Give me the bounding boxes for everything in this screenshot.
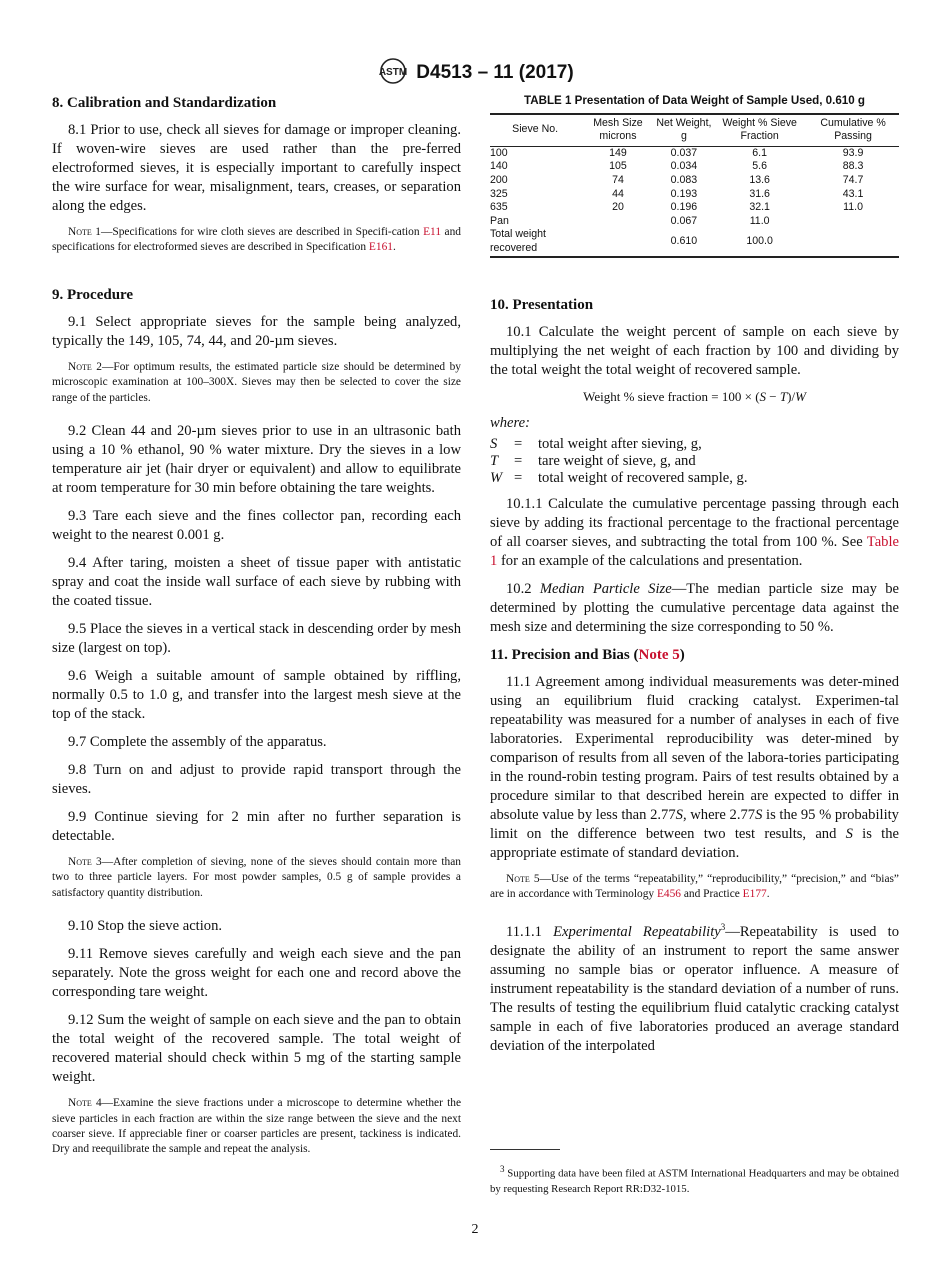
definition-part: total weight of recovered sample, g. [538, 469, 748, 486]
paragraph [52, 761, 461, 799]
variable-definition [490, 470, 899, 487]
table-row [490, 146, 899, 160]
definition-part: tare weight of sieve, g, and [538, 452, 696, 469]
column-header: Mesh Size microns [580, 114, 655, 147]
text-segment: 3—After completion of sieving, none of the sieves should contain more than two to three particle layers. For most powder samples, 0.5 g of sample provides a satisfactory quantity distribution. [52, 856, 461, 899]
paragraph [490, 673, 899, 863]
text-segment: Note [68, 1097, 92, 1110]
text-segment: 9.3 Tare each sieve and the fines collector pan, recording each weight to the nearest 0.001 g. [52, 508, 461, 544]
text-segment: 9.5 Place the sieves in a vertical stack in descending order by mesh size (largest on top). [52, 621, 461, 657]
table-cell: 5.6 [752, 160, 767, 173]
text-segment: 10.1.1 Calculate the cumulative percentage passing through each sieve by adding its fractional percentage to the fractional percentage of all coarser sieves, and subtracting the total from 100 %. See [490, 495, 899, 550]
table-cell: 635 [490, 201, 508, 214]
table-cell: 0.196 [670, 201, 698, 214]
text-segment: S [675, 806, 683, 823]
note [52, 360, 461, 406]
text-segment: Median Particle Size [539, 580, 672, 597]
page-header [0, 58, 950, 84]
paragraph [52, 121, 461, 216]
table-cell: 20 [612, 201, 624, 214]
reference-link[interactable]: E11 [423, 226, 442, 238]
text-segment: 9.1 Select appropriate sieves for the sample being analyzed, typically the 149, 105, 74, 44, and 20-µm sieves. [52, 313, 461, 349]
text-segment: S [755, 806, 763, 823]
paragraph [490, 323, 899, 380]
text-segment: Weight % sieve fraction = 100 × ( [583, 388, 760, 404]
paragraph [52, 917, 461, 936]
table-row [490, 228, 899, 256]
table-cell: 149 [609, 146, 627, 159]
text-segment: 10.1 Calculate the weight percent of sample on each sieve by multiplying the net weight of each fraction by 100 and dividing by the total weight the total weight of recovered sample. [490, 323, 899, 378]
text-segment: 9.4 After taring, moisten a sheet of tissue paper with antistatic spray and coat the inside wall surface of each sieve by rubbing with the coated tissue. [52, 555, 461, 610]
paragraph [52, 554, 461, 611]
paragraph [52, 620, 461, 658]
definition-part: = [514, 435, 523, 452]
text-segment: − [766, 388, 780, 404]
paragraph [52, 808, 461, 846]
text-segment: Note [68, 226, 92, 238]
text-segment: Note [506, 872, 530, 885]
text-segment: S [845, 825, 853, 842]
definition-part: S [490, 435, 498, 452]
column-header: Sieve No. [490, 114, 580, 147]
reference-link[interactable]: E161 [368, 241, 393, 254]
table-row [490, 215, 899, 229]
table-cell: 325 [490, 187, 508, 200]
text-segment: 1—Specifications for wire cloth sieves are described in Specifi-cation [91, 226, 424, 238]
text-segment: 9.11 Remove sieves carefully and weigh each sieve and the pan separately. Note the gross weight for each one and record above the corresponding tare weight. [52, 946, 461, 1001]
table-row [490, 160, 899, 174]
note [52, 1096, 461, 1158]
definition-part: T [490, 452, 499, 469]
column-header: Net Weight, g [656, 114, 712, 147]
table-cell [807, 215, 899, 229]
table-cell: 88.3 [842, 160, 864, 173]
text-segment: S [759, 388, 767, 404]
paragraph [52, 733, 461, 752]
text-segment: 5—Use of the terms “repeatability,” “reproducibility,” “precision,” and “bias” are in accordance with Terminology [490, 872, 899, 900]
reference-link[interactable]: Note 5 [638, 646, 680, 663]
reference-link[interactable]: E456 [656, 887, 681, 900]
text-segment: 9.2 Clean 44 and 20-µm sieves prior to use in an ultrasonic bath using a 10 % ethanol, 90 % water mixture. Dry the sieves in a low temperature air jet (hair dryer or equivalent) and allow to equilibrate at room temperature for 30 min before obtaining the tare weights. [52, 423, 461, 497]
text-segment: —Repeatability is used to designate the ability of an instrument to report the same answer assuming no sample bias or operator influence. A measure of instrument repeatability is the standard deviation of a number of runs. The results of testing the equilibrium fluid catalytic cracking catalyst sample in each of five laboratories produced an average standard deviation of the interpolated [490, 924, 900, 1055]
paragraph [52, 1011, 461, 1087]
left-column [52, 94, 461, 1174]
table-caption: TABLE 1 Presentation of Data Weight of Sample Used, 0.610 g [523, 94, 865, 107]
text-segment: for an example of the calculations and presentation. [497, 552, 803, 569]
reference-link[interactable]: E177 [742, 887, 767, 900]
note [490, 872, 899, 903]
table-cell: 6.1 [752, 146, 767, 159]
paragraph [490, 580, 899, 637]
table-cell: Pan [490, 214, 509, 227]
text-segment: is the 95 % probability limit on the difference between two test results, and [490, 806, 899, 842]
text-segment: 10. Presentation [490, 296, 594, 313]
section-heading [490, 646, 899, 665]
reference-link[interactable]: Table 1 [490, 533, 899, 569]
footnote: $^3$ Supporting data have been filed at ASTM International Headquarters and may be obtained by requesting Research Report RR:D32-1015. [490, 1164, 899, 1195]
designation: D4513 – 11 (2017) [416, 62, 574, 83]
column-header: Weight % Sieve Fraction [712, 114, 807, 147]
text-segment: Note [68, 856, 92, 869]
table-cell: 43.1 [842, 187, 864, 200]
text-segment: and Practice [681, 887, 743, 900]
astm-logo-icon [376, 58, 410, 84]
right-column [490, 94, 899, 1065]
table-1 [490, 94, 899, 258]
table-cell: 100.0 [746, 235, 773, 248]
text-segment: Experimental Repeatability [553, 924, 721, 941]
table-cell: 105 [609, 160, 627, 173]
text-segment: 10.2 [506, 580, 540, 597]
text-segment: 4—Examine the sieve fractions under a microscope to determine whether the sieve particles in each fraction are within the size range between the sieve and the next coarser sieve. If appreciable finer or coarser particles are present, tackiness is indicated. Dry and reequilibrate the sample and repeat the analysis. [52, 1097, 461, 1156]
text-segment: ) [679, 646, 685, 663]
table-cell: 74 [612, 173, 624, 186]
text-segment: )/ [787, 388, 796, 404]
text-segment: . [392, 241, 396, 254]
text-segment: 9. Procedure [52, 286, 134, 303]
section-heading [52, 94, 461, 113]
spacer [52, 272, 461, 286]
paragraph [52, 422, 461, 498]
text-segment: 9.9 Continue sieving for 2 min after no further separation is detectable. [52, 809, 461, 845]
table-row [490, 174, 899, 188]
table-cell: 200 [490, 173, 508, 186]
paragraph [490, 495, 899, 571]
table-cell [580, 228, 655, 256]
table-cell: 11.0 [843, 201, 863, 214]
table-cell: 74.7 [842, 173, 864, 186]
text-segment: T [779, 388, 788, 404]
table-cell: 0.067 [670, 214, 698, 227]
table-cell: 0.037 [670, 146, 698, 159]
paragraph [52, 667, 461, 724]
text-segment: 11.1.1 [506, 924, 554, 941]
table-cell: 100 [490, 146, 508, 159]
variable-definition [490, 453, 899, 470]
text-segment: 9.7 Complete the assembly of the apparatus. [68, 734, 327, 751]
table-cell: 0.610 [670, 235, 698, 248]
text-segment: Note [68, 360, 92, 373]
table-row [490, 201, 899, 215]
definition-part: total weight after sieving, g, [538, 435, 702, 452]
where-list [490, 415, 899, 487]
table-cell [807, 228, 899, 256]
definition-part: = [514, 452, 523, 469]
section-heading [52, 286, 461, 305]
text-segment: W [795, 388, 806, 404]
text-segment: . [766, 887, 770, 900]
text-segment: 3 [720, 922, 726, 933]
variable-definition [490, 436, 899, 453]
svg-text:ASTM: ASTM [379, 67, 408, 78]
paragraph [490, 918, 899, 1056]
text-segment: 9.8 Turn on and adjust to provide rapid transport through the sieves. [52, 762, 461, 798]
text-segment: , where 2.77 [682, 806, 756, 823]
text-segment: 8.1 Prior to use, check all sieves for damage or improper cleaning. If woven-wire sieves are used rather than the pre-ferred electroformed sieves, it is especially important to carefully inspect the wire surface for wear, misalignment, tears, creases, or separation along the edges. [52, 122, 461, 214]
definition-part: W [490, 469, 503, 486]
where-label: where: [490, 414, 530, 431]
footnote-divider [490, 1149, 560, 1150]
table-cell: 0.034 [670, 160, 698, 173]
text-segment: 2—For optimum results, the estimated particle size should be determined by microscopic examination at 100–300X. Sieves may then be selected to cover the size range of the particles. [52, 360, 461, 404]
section-heading [490, 296, 899, 315]
text-segment: 11. Precision and Bias ( [490, 646, 639, 663]
text-segment: 11.1 Agreement among individual measurements was deter-mined using an equilibrium fluid cracking catalyst. Experimen-tal repeatability was measured for a number of analyses in each of five laboratories. Experimental reproducibility was deter-mined by comparison of results from all seven of the labora-tories participating in the round-robin testing program. Pairs of test results obtained by a procedure similar to that described herein are expected to differ in absolute value by less than 2.77 [490, 673, 899, 823]
table-cell: 0.083 [670, 173, 698, 186]
table-cell: 140 [490, 160, 508, 173]
text-segment: and specifications for electroformed sieves are described in Specification [52, 226, 462, 254]
note [52, 225, 461, 256]
table-cell: 32.1 [749, 201, 770, 214]
table-cell: 31.6 [749, 187, 770, 200]
table-cell [580, 215, 655, 229]
equation [490, 389, 899, 405]
text-segment: 9.6 Weigh a suitable amount of sample obtained by riffling, normally 0.5 to 1.0 g, and transfer into the largest mesh sieve at the top of the stack. [52, 668, 461, 723]
table-cell: 13.6 [749, 173, 770, 186]
table-cell: 44 [612, 187, 624, 200]
text-segment: is the appropriate estimate of standard deviation. [490, 825, 899, 861]
column-header: Cumulative % Passing [807, 114, 899, 147]
page-number: 2 [471, 1222, 479, 1237]
paragraph [52, 945, 461, 1002]
paragraph [52, 507, 461, 545]
definition-part: = [514, 469, 523, 486]
text-segment: —The median particle size may be determined by plotting the cumulative percentage data against the mesh size and determining the size corresponding to 50 %. [490, 580, 899, 635]
table-cell: 11.0 [749, 214, 770, 227]
note [52, 855, 461, 901]
text-segment: 8. Calibration and Standardization [52, 95, 277, 111]
table-cell: Total weight recovered [490, 228, 546, 254]
text-segment: 9.12 Sum the weight of sample on each sieve and the pan to obtain the total weight of the recovered sample. The total weight of recovered material should check within 5 mg of the starting sample weight. [52, 1012, 461, 1086]
text-segment: 9.10 Stop the sieve action. [68, 918, 223, 935]
table-cell: 0.193 [670, 187, 698, 200]
table-row [490, 188, 899, 202]
paragraph [52, 313, 461, 351]
table-cell: 93.9 [842, 146, 864, 159]
